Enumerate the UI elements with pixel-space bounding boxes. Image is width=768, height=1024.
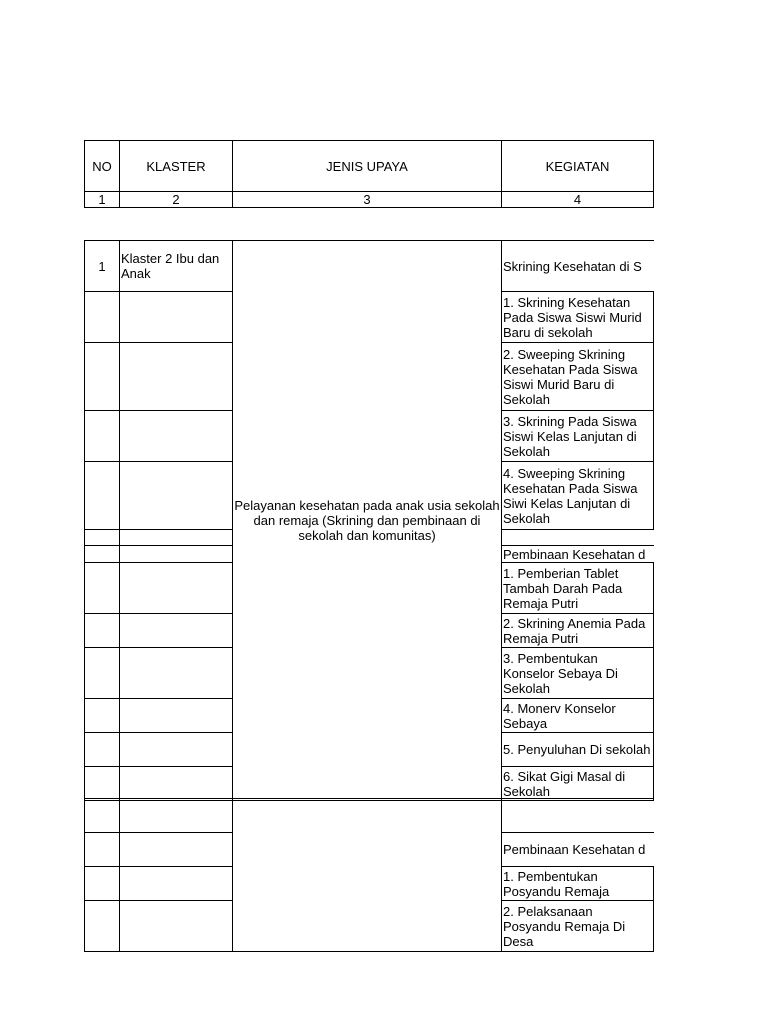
empty-cell bbox=[120, 699, 233, 733]
empty-cell bbox=[120, 546, 233, 563]
empty-cell bbox=[120, 867, 233, 901]
empty-cell bbox=[502, 799, 654, 833]
empty-cell bbox=[120, 292, 233, 343]
empty-cell bbox=[120, 648, 233, 699]
empty-cell bbox=[85, 462, 120, 530]
activity-item: 3. Pembentukan Konselor Sebaya Di Sekolah bbox=[502, 648, 654, 699]
empty-cell bbox=[120, 343, 233, 411]
table-row bbox=[85, 241, 654, 292]
activity-table-continued bbox=[84, 798, 654, 952]
header-kegiatan: KEGIATAN bbox=[502, 141, 654, 192]
empty-cell bbox=[85, 546, 120, 563]
activity-item: 1. Pembentukan Posyandu Remaja bbox=[502, 867, 654, 901]
empty-cell bbox=[502, 530, 654, 546]
empty-cell bbox=[85, 614, 120, 648]
empty-cell bbox=[85, 833, 120, 867]
klaster-cell: Klaster 2 Ibu dan Anak bbox=[120, 241, 233, 292]
header-row bbox=[85, 141, 654, 192]
empty-cell bbox=[120, 563, 233, 614]
activity-item: 2. Pelaksanaan Posyandu Remaja Di Desa bbox=[502, 901, 654, 952]
empty-cell bbox=[85, 530, 120, 546]
table-row bbox=[85, 799, 654, 833]
header-jenis-upaya: JENIS UPAYA bbox=[233, 141, 502, 192]
col-number-3: 3 bbox=[233, 192, 502, 208]
activity-item: 2. Sweeping Skrining Kesehatan Pada Siswa Siswi Murid Baru di Sekolah bbox=[502, 343, 654, 411]
header-number-row bbox=[85, 192, 654, 208]
col-number-1: 1 bbox=[85, 192, 120, 208]
empty-cell bbox=[85, 292, 120, 343]
empty-cell bbox=[85, 411, 120, 462]
header-table bbox=[84, 140, 654, 208]
col-number-4: 4 bbox=[502, 192, 654, 208]
empty-cell bbox=[120, 530, 233, 546]
empty-cell bbox=[85, 648, 120, 699]
empty-cell bbox=[85, 343, 120, 411]
empty-cell bbox=[120, 799, 233, 833]
empty-cell bbox=[120, 833, 233, 867]
activity-item: 4. Sweeping Skrining Kesehatan Pada Siswa Siwi Kelas Lanjutan di Sekolah bbox=[502, 462, 654, 530]
activity-item: 4. Monerv Konselor Sebaya bbox=[502, 699, 654, 733]
empty-cell bbox=[85, 799, 120, 833]
empty-cell bbox=[85, 733, 120, 767]
empty-cell bbox=[85, 699, 120, 733]
activity-item: 2. Skrining Anemia Pada Remaja Putri bbox=[502, 614, 654, 648]
activity-table bbox=[84, 240, 654, 801]
empty-cell bbox=[85, 901, 120, 952]
activity-item: 1. Skrining Kesehatan Pada Siswa Siswi Murid Baru di sekolah bbox=[502, 292, 654, 343]
section-heading: Pembinaan Kesehatan d bbox=[502, 833, 654, 867]
empty-cell bbox=[120, 614, 233, 648]
empty-cell bbox=[85, 767, 120, 801]
empty-cell bbox=[85, 867, 120, 901]
empty-cell bbox=[120, 733, 233, 767]
header-klaster: KLASTER bbox=[120, 141, 233, 192]
activity-item: 6. Sikat Gigi Masal di Sekolah bbox=[502, 767, 654, 801]
row-number: 1 bbox=[85, 241, 120, 292]
empty-cell bbox=[120, 462, 233, 530]
empty-cell bbox=[85, 563, 120, 614]
empty-cell bbox=[120, 767, 233, 801]
col-number-2: 2 bbox=[120, 192, 233, 208]
section-heading: Pembinaan Kesehatan d bbox=[502, 546, 654, 563]
empty-cell bbox=[120, 901, 233, 952]
section-heading: Skrining Kesehatan di S bbox=[502, 241, 654, 292]
header-no: NO bbox=[85, 141, 120, 192]
activity-item: 5. Penyuluhan Di sekolah bbox=[502, 733, 654, 767]
activity-item: 3. Skrining Pada Siswa Siswi Kelas Lanjutan di Sekolah bbox=[502, 411, 654, 462]
jenis-upaya-cell: Pelayanan kesehatan pada anak usia sekolah dan remaja (Skrining dan pembinaan di sekolah dan komunitas) bbox=[233, 241, 502, 801]
activity-item: 1. Pemberian Tablet Tambah Darah Pada Remaja Putri bbox=[502, 563, 654, 614]
jenis-upaya-cell-empty bbox=[233, 799, 502, 952]
empty-cell bbox=[120, 411, 233, 462]
